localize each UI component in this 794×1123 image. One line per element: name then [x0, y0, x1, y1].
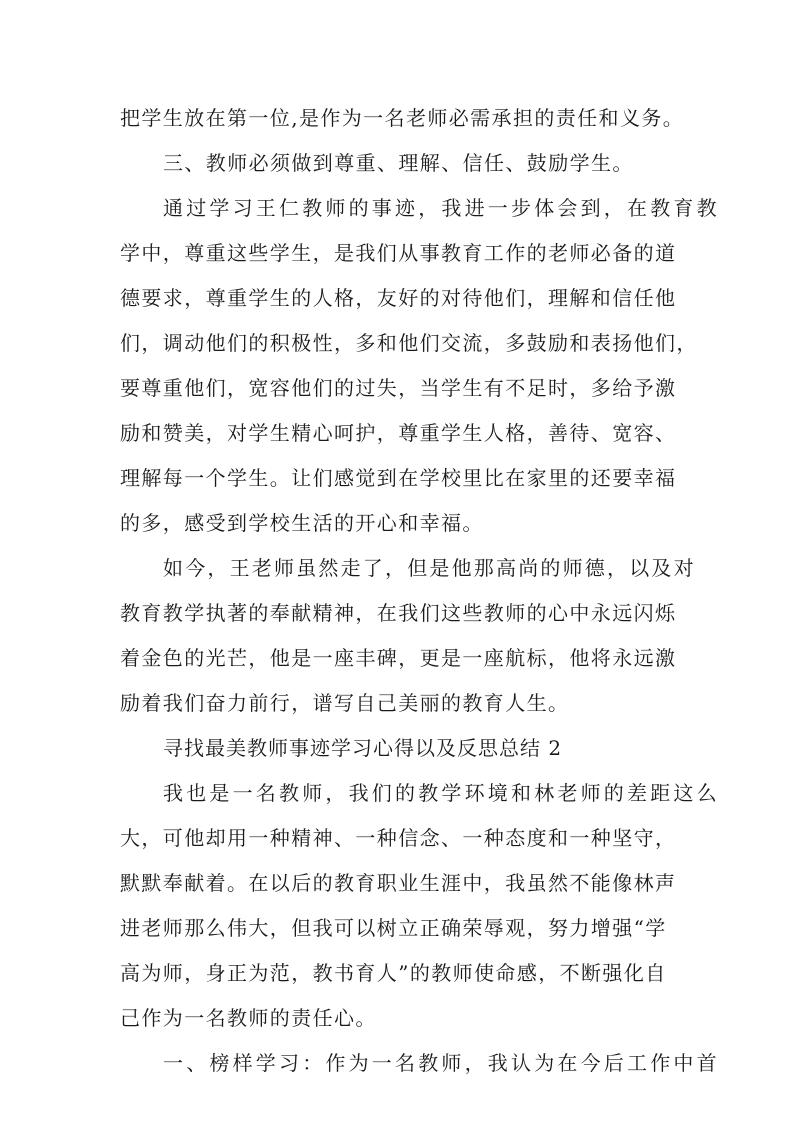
text-line: 们，调动他们的积极性，多和他们交流，多鼓励和表扬他们， — [120, 331, 698, 355]
text-line: 默默奉献着。在以后的教育职业生涯中，我虽然不能像林声 — [120, 871, 677, 895]
text-line: 把学生放在第一位,是作为一名老师必需承担的责任和义务。 — [120, 106, 685, 130]
text-line: 着金色的光芒，他是一座丰碑，更是一座航标，他将永远激 — [120, 646, 677, 670]
text-line: 要尊重他们，宽容他们的过失，当学生有不足时，多给予激 — [120, 376, 677, 400]
text-line: 己作为一名教师的责任心。 — [120, 1006, 377, 1030]
text-line: 励和赞美，对学生精心呵护，尊重学生人格，善待、宽容、 — [120, 421, 677, 445]
text-line: 教育教学执著的奉献精神，在我们这些教师的心中永远闪烁 — [120, 601, 677, 625]
text-line: 进老师那么伟大，但我可以树立正确荣辱观，努力增强“学 — [120, 916, 667, 940]
article-title: 寻找最美教师事迹学习心得以及反思总结 2 — [163, 736, 563, 760]
section-heading: 三、教师必须做到尊重、理解、信任、鼓励学生。 — [163, 151, 634, 175]
text-line: 学中，尊重这些学生，是我们从事教育工作的老师必备的道 — [120, 241, 677, 265]
text-line: 我也是一名教师，我们的教学环境和林老师的差距这么 — [163, 781, 720, 805]
text-line: 理解每一个学生。让们感觉到在学校里比在家里的还要幸福 — [120, 466, 677, 490]
text-line: 高为师，身正为范，教书育人”的教师使命感，不断强化自 — [120, 961, 667, 985]
text-line: 的多，感受到学校生活的开心和幸福。 — [120, 511, 484, 535]
text-line: 励着我们奋力前行，谱写自己美丽的教育人生。 — [120, 691, 570, 715]
section-heading: 一、榜样学习：作为一名教师，我认为在今后工作中首 — [163, 1051, 720, 1075]
text-line: 通过学习王仁教师的事迹，我进一步体会到，在教育教 — [163, 196, 720, 220]
text-line: 大，可他却用一种精神、一种信念、一种态度和一种坚守， — [120, 826, 677, 850]
text-line: 德要求，尊重学生的人格，友好的对待他们，理解和信任他 — [120, 286, 677, 310]
text-line: 如今，王老师虽然走了，但是他那高尚的师德，以及对 — [163, 556, 696, 580]
